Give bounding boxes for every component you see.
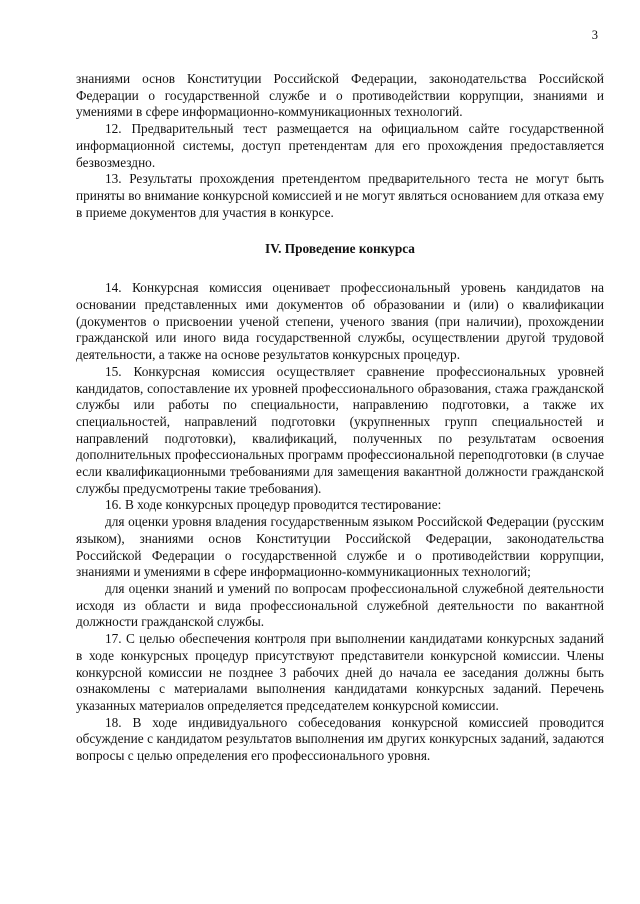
page-number: 3	[591, 28, 598, 42]
page-content	[76, 71, 604, 765]
paragraph-12: 12. Предварительный тест размещается на официальном сайте государственной информационной системы, доступ претендентам для его прохождения предоставляется безвозмездно.	[76, 121, 604, 170]
paragraph-16: 16. В ходе конкурсных процедур проводится тестирование:	[105, 497, 442, 513]
paragraph-16-item-language: для оценки уровня владения государственным языком Российской Федерации (русским языком), знаниями основ Конституции Российской Федерации, законодательства Российской Федерации о государственной службе и о противодействии коррупции, знаниями и умениями в сфере информационно-коммуникационных технологий;	[76, 514, 604, 580]
paragraph-18: 18. В ходе индивидуального собеседования конкурсной комиссией проводится обсуждение с кандидатом результатов выполнения им других конкурсных заданий, задаются вопросы с целью определения его профессионального уровня.	[76, 714, 604, 764]
paragraph-15: 15. Конкурсная комиссия осуществляет сравнение профессиональных уровней кандидатов, сопоставление их уровней профессионального образования, стажа гражданской службы или работы по специальности, направлению подготовки, а также их специальностей, направлений подготовки (укрупненных групп специальностей и направлений подготовки), квалификаций, полученных по результатам освоения дополнительных профессиональных программ профессиональной переподготовки (в случае если квалификационными требованиями для замещения вакантной должности гражданской службы предусмотрены такие требования).	[76, 363, 604, 496]
paragraph-17: 17. С целью обеспечения контроля при выполнении кандидатами конкурсных заданий в ходе конкурсных процедур присутствуют представители конкурсной комиссии. Члены конкурсной комиссии не позднее 3 рабочих дней до начала ее заседания должны быть ознакомлены с материалами выполнения кандидатами конкурсных заданий. Перечень указанных материалов определяется председателем конкурсной комиссии.	[76, 631, 604, 713]
section-heading: IV. Проведение конкурса	[265, 241, 415, 257]
paragraph-16-item-professional: для оценки знаний и умений по вопросам профессиональной служебной деятельности исходя из области и вида профессиональной служебной деятельности по вакантной должности гражданской службы.	[76, 580, 604, 630]
paragraph-13: 13. Результаты прохождения претендентом предварительного теста не могут быть приняты во внимание конкурсной комиссией и не могут являться основанием для отказа ему в приеме документов для участия в конкурсе.	[76, 171, 604, 220]
paragraph-continuation: знаниями основ Конституции Российской Федерации, законодательства Российской Федерации о государственной службе и о противодействии коррупции, знаниями и умениями в сфере информационно-коммуникационных технологий.	[76, 71, 604, 120]
paragraph-14: 14. Конкурсная комиссия оценивает профессиональный уровень кандидатов на основании представленных ими документов об образовании и (или) о квалификации (документов о присвоении ученой степени, ученого звания (при наличии), прохождении гражданской или иного вида государственной службы, осуществлении другой трудовой деятельности, а также на основе результатов конкурсных процедур.	[76, 280, 604, 363]
